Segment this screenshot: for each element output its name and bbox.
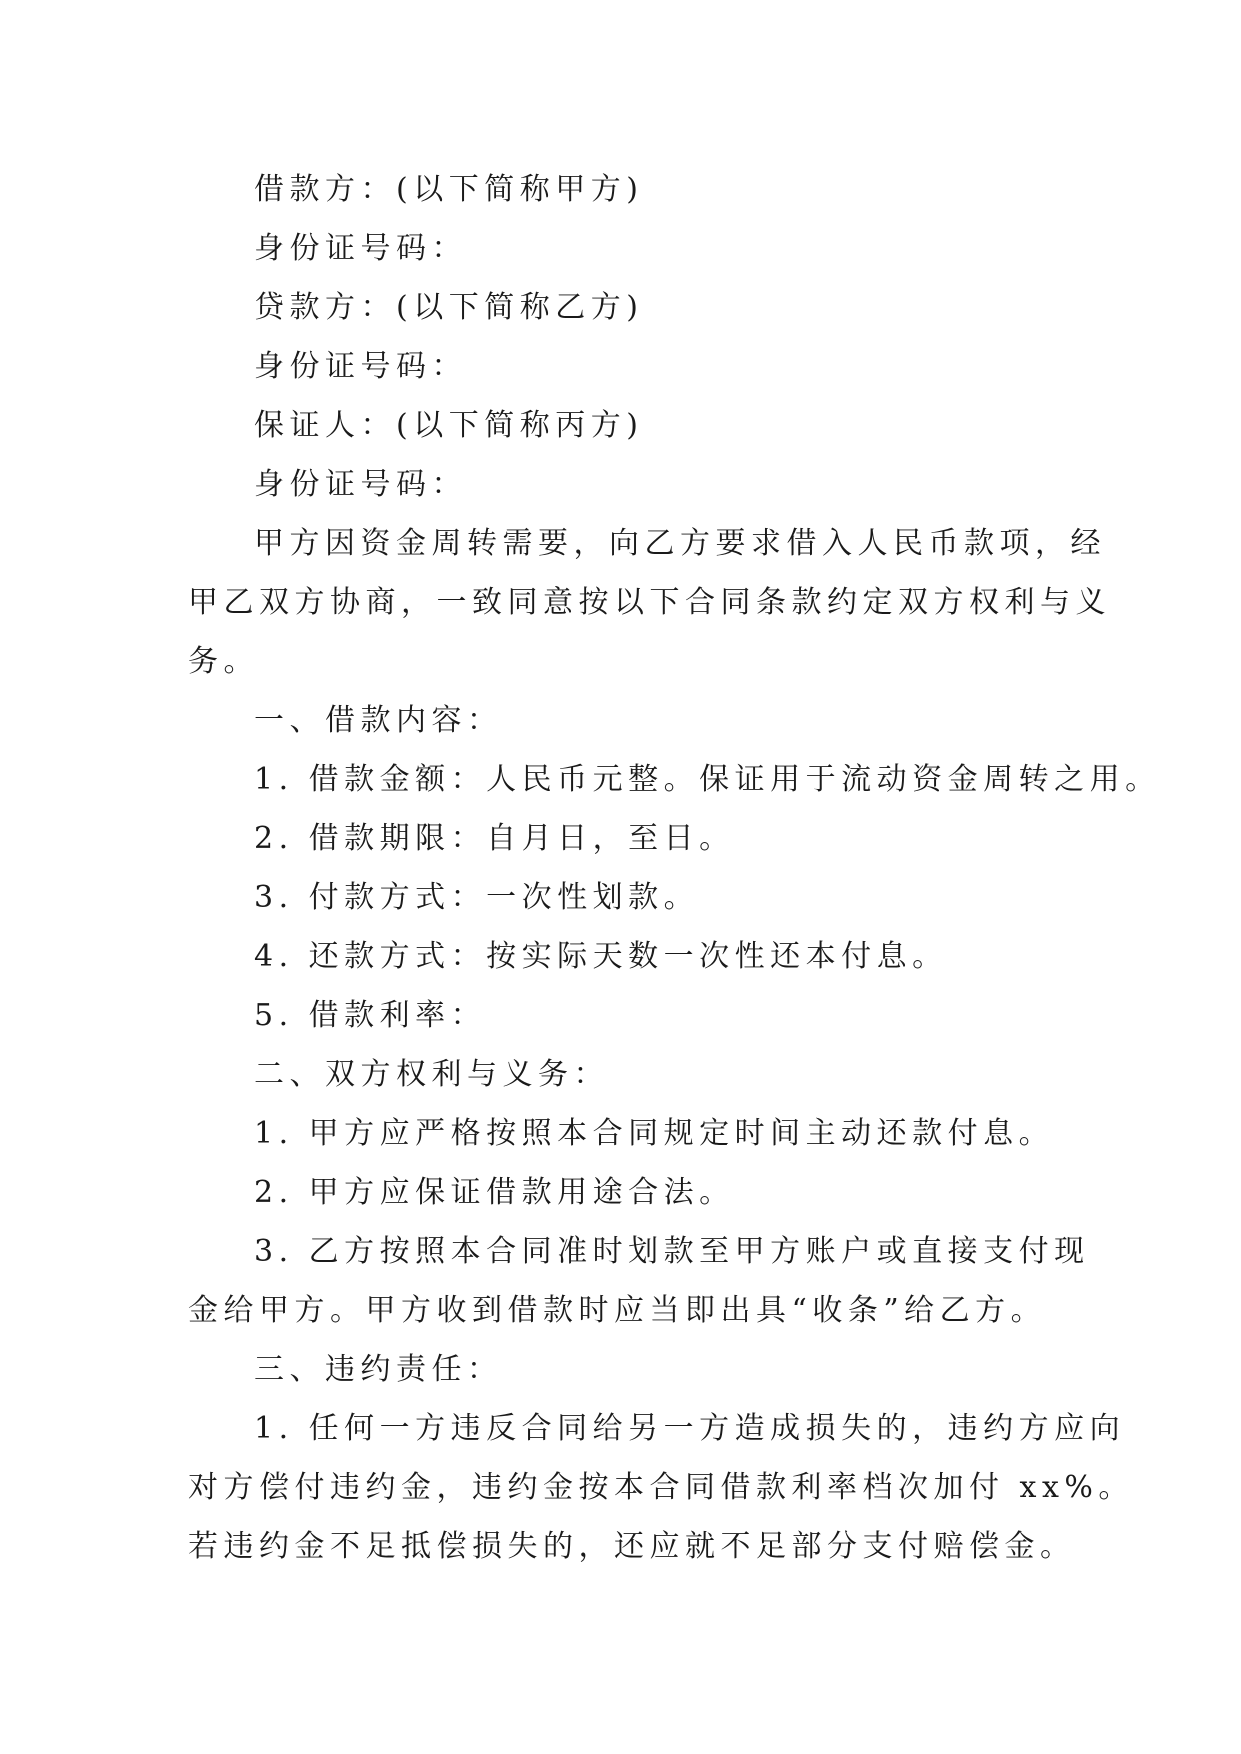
borrower-id-line: 身份证号码： <box>254 231 467 266</box>
section3-item-1-line-2: 对方偿付违约金，违约金按本合同借款利率档次加付 xx%。 <box>188 1470 1134 1505</box>
lender-line: 贷款方：(以下简称乙方) <box>254 290 644 325</box>
section3-heading: 三、违约责任： <box>254 1352 503 1387</box>
section1-heading: 一、借款内容： <box>254 703 503 738</box>
section1-item-term: 2. 借款期限：自月日，至日。 <box>254 821 735 856</box>
guarantor-line: 保证人：(以下简称丙方) <box>254 408 644 443</box>
section1-item-repayment: 4. 还款方式：按实际天数一次性还本付息。 <box>254 939 948 974</box>
intro-line-2: 甲乙双方协商，一致同意按以下合同条款约定双方权利与义 <box>188 585 1111 620</box>
section2-item-3-line-1: 3. 乙方按照本合同准时划款至甲方账户或直接支付现 <box>254 1234 1090 1269</box>
section2-heading: 二、双方权利与义务： <box>254 1057 609 1092</box>
section3-item-1-line-1: 1. 任何一方违反合同给另一方造成损失的，违约方应向 <box>254 1411 1126 1446</box>
section2-item-1: 1. 甲方应严格按照本合同规定时间主动还款付息。 <box>254 1116 1055 1151</box>
section3-item-1-line-3: 若违约金不足抵偿损失的，还应就不足部分支付赔偿金。 <box>188 1529 1076 1564</box>
section1-item-rate: 5. 借款利率： <box>254 998 487 1033</box>
guarantor-id-line: 身份证号码： <box>254 467 467 502</box>
document-body <box>188 160 1161 1576</box>
lender-id-line: 身份证号码： <box>254 349 467 384</box>
intro-line-1: 甲方因资金周转需要，向乙方要求借入人民币款项，经 <box>254 526 1106 561</box>
borrower-line: 借款方：(以下简称甲方) <box>254 172 644 207</box>
intro-line-3: 务。 <box>188 644 259 679</box>
section2-item-3-line-2: 金给甲方。甲方收到借款时应当即出具“收条”给乙方。 <box>188 1293 1047 1328</box>
section1-item-amount: 1. 借款金额：人民币元整。保证用于流动资金周转之用。 <box>254 762 1161 797</box>
section1-item-payment: 3. 付款方式：一次性划款。 <box>254 880 700 915</box>
section2-item-2: 2. 甲方应保证借款用途合法。 <box>254 1175 735 1210</box>
